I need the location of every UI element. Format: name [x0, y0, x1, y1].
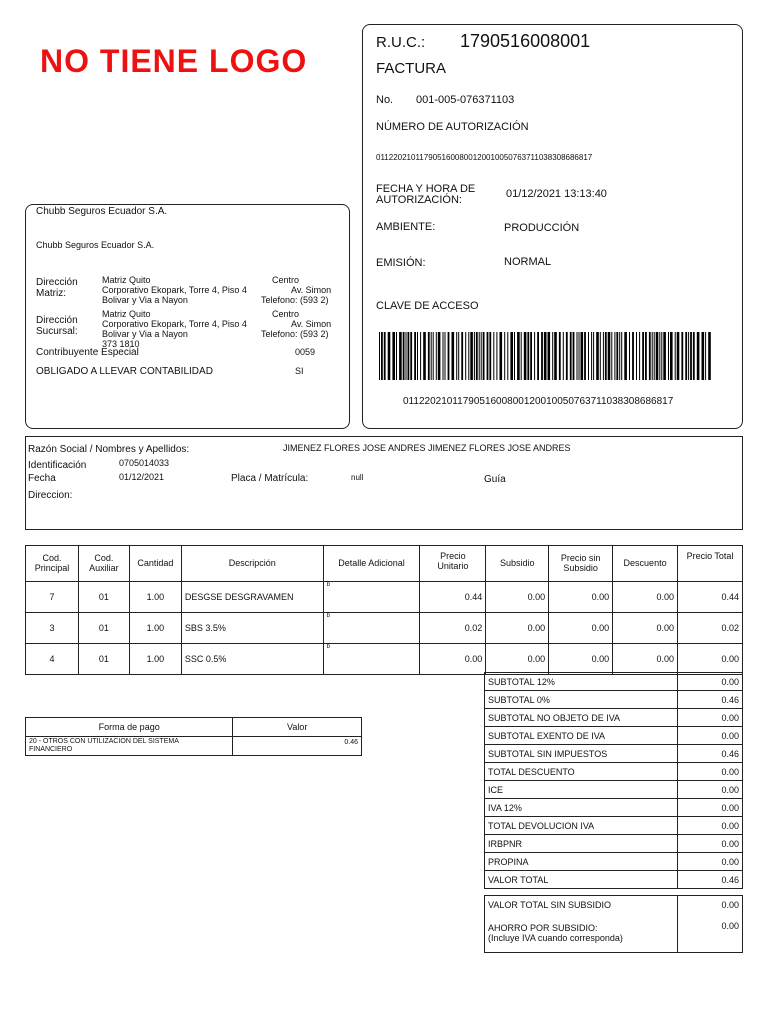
sucursal-line-3: Bolivar y Via a Nayon [102, 329, 188, 339]
ruc-number: 1790516008001 [460, 31, 591, 51]
subsidy-total-value: 0.00 [678, 896, 743, 914]
totals-value: 0.00 [678, 709, 743, 727]
fecha-value: 01/12/2021 [119, 472, 165, 482]
cell-detalle: b [323, 582, 420, 613]
barcode-bar [685, 332, 687, 380]
cell-precio-total: 0.00 [678, 644, 743, 675]
logo-placeholder-text: NO TIENE LOGO [40, 43, 308, 79]
barcode-bar [534, 332, 535, 380]
auth-date-label: FECHA Y HORA DE [376, 183, 476, 195]
barcode-bar [504, 332, 505, 380]
subsidy-ahorro-value: 0.00 [678, 914, 743, 953]
payment-valor: 0.46 [233, 737, 362, 756]
barcode-bar [524, 332, 527, 380]
cell-precio-unitario: 0.02 [420, 613, 486, 644]
auth-date: 01/12/2021 13:13:40 [506, 188, 607, 200]
table-row [26, 644, 743, 675]
sucursal-line-4: 373 1810 [102, 339, 140, 349]
barcode-bar [388, 332, 391, 380]
header-cantidad: Cantidad [129, 546, 181, 582]
subsidy-ahorro-cell [485, 914, 678, 953]
totals-label: IRBPNR [485, 835, 678, 853]
barcode-bar [654, 332, 655, 380]
totals-value: 0.46 [678, 745, 743, 763]
barcode-bar [702, 332, 705, 380]
subsidy-ahorro-row [485, 914, 743, 953]
barcode-bar [705, 332, 706, 380]
cell-detalle: b [323, 644, 420, 675]
header-descripcion: Descripción [181, 546, 323, 582]
barcode-bar [493, 332, 494, 380]
cell-descuento: 0.00 [613, 644, 678, 675]
barcode-bar [663, 332, 666, 380]
barcode-bar [396, 332, 397, 380]
barcode-bar [629, 332, 630, 380]
barcode-bar [474, 332, 475, 380]
payment-header-forma: Forma de pago [26, 718, 233, 737]
fecha-label: Fecha [28, 473, 56, 484]
barcode-bar [591, 332, 592, 380]
cell-cod: 3 [26, 613, 79, 644]
barcode-bar [496, 332, 497, 380]
totals-row [485, 745, 743, 763]
totals-label: TOTAL DESCUENTO [485, 763, 678, 781]
totals-row [485, 799, 743, 817]
totals-label: SUBTOTAL 0% [485, 691, 678, 709]
totals-label: SUBTOTAL NO OBJETO DE IVA [485, 709, 678, 727]
cell-aux: 01 [78, 582, 129, 613]
cell-precio-unitario: 0.00 [420, 644, 486, 675]
payment-forma-line-2: FINANCIERO [29, 746, 73, 754]
barcode-bar [487, 332, 489, 380]
barcode-bar [436, 332, 437, 380]
ruc-label: R.U.C.: [376, 34, 426, 51]
cell-cod: 7 [26, 582, 79, 613]
table-row [26, 582, 743, 613]
subsidy-total-row [485, 896, 743, 914]
barcode-bar [448, 332, 450, 380]
barcode-bar [675, 332, 676, 380]
barcode-bar [566, 332, 568, 380]
barcode-bar [690, 332, 692, 380]
barcode-bar [652, 332, 653, 380]
payment-header-valor: Valor [233, 718, 362, 737]
barcode-bar [603, 332, 604, 380]
cell-precio-unitario: 0.44 [420, 582, 486, 613]
barcode-bar [642, 332, 644, 380]
cell-precio-total: 0.02 [678, 613, 743, 644]
cell-subsidio: 0.00 [486, 613, 549, 644]
identificacion-label: Identificación [28, 460, 87, 471]
barcode-bar [611, 332, 612, 380]
barcode-bar [656, 332, 659, 380]
sucursal-line-3b: Telefono: (593 2) [261, 329, 329, 339]
barcode-bar [554, 332, 557, 380]
matriz-line-1: Matriz Quito [102, 275, 151, 285]
barcode-bar [384, 332, 386, 380]
payment-forma [26, 737, 233, 756]
barcode-bar [392, 332, 395, 380]
barcode-bar [443, 332, 444, 380]
barcode-bar [481, 332, 482, 380]
barcode-bar [708, 332, 711, 380]
cell-precio-sin-subsidio: 0.00 [549, 613, 613, 644]
cell-qty: 1.00 [129, 582, 181, 613]
cell-descuento: 0.00 [613, 613, 678, 644]
sucursal-label-2: Sucursal: [36, 326, 78, 337]
subsidy-ahorro-label: AHORRO POR SUBSIDIO: [488, 922, 598, 933]
barcode-bar [458, 332, 459, 380]
subsidy-ahorro-note: (Incluye IVA cuando corresponda) [488, 932, 623, 943]
sucursal-line-2: Corporativo Ekopark, Torre 4, Piso 4 [102, 319, 247, 329]
barcode-bar [461, 332, 463, 380]
barcode-bar [593, 332, 594, 380]
totals-label: ICE [485, 781, 678, 799]
placa-label: Placa / Matrícula: [231, 473, 309, 484]
cell-desc: SSC 0.5% [181, 644, 323, 675]
totals-row [485, 781, 743, 799]
barcode-bar [445, 332, 446, 380]
barcode-bar [410, 332, 412, 380]
barcode-bar [552, 332, 553, 380]
matriz-line-2b: Av. Simon [291, 285, 332, 295]
barcode-bar [614, 332, 615, 380]
barcode-bar [541, 332, 543, 380]
barcode-bar [639, 332, 640, 380]
barcode-bar [548, 332, 551, 380]
barcode-bar [693, 332, 695, 380]
barcode-bar [621, 332, 622, 380]
issuer-name-2: Chubb Seguros Ecuador S.A. [36, 240, 155, 250]
header-precio-total: Precio Total [678, 546, 743, 582]
cell-qty: 1.00 [129, 644, 181, 675]
totals-value: 0.00 [678, 799, 743, 817]
totals-label: TOTAL DEVOLUCION IVA [485, 817, 678, 835]
barcode-bar [559, 332, 561, 380]
totals-value: 0.00 [678, 781, 743, 799]
totals-row [485, 727, 743, 745]
matriz-line-1b: Centro [272, 275, 300, 285]
totals-label: SUBTOTAL SIN IMPUESTOS [485, 745, 678, 763]
razon-social-label: Razón Social / Nombres y Apellidos: [28, 444, 190, 455]
sucursal-line-1: Matriz Quito [102, 309, 151, 319]
emision-label: EMISIÓN: [376, 257, 426, 269]
barcode-bar [661, 332, 662, 380]
totals-row [485, 817, 743, 835]
payment-row [26, 737, 362, 756]
sucursal-line-2b: Av. Simon [291, 319, 332, 329]
sucursal-line-1b: Centro [272, 309, 300, 319]
auth-number-label: NÚMERO DE AUTORIZACIÓN [376, 121, 529, 133]
items-header-row [26, 546, 743, 582]
barcode-bar [521, 332, 522, 380]
barcode-bar [428, 332, 430, 380]
barcode-bar [399, 332, 402, 380]
barcode-bar [514, 332, 515, 380]
totals-row [485, 871, 743, 889]
barcode-bar [645, 332, 647, 380]
barcode-bar [581, 332, 584, 380]
barcode-bar [668, 332, 669, 380]
barcode-bar [579, 332, 580, 380]
barcode-bar [381, 332, 383, 380]
header-detalle-adicional: Detalle Adicional [323, 546, 420, 582]
totals-value: 0.00 [678, 853, 743, 871]
barcode-bar [681, 332, 683, 380]
clave-number: 0112202101179051600800120010050763711038308686817 [403, 396, 674, 407]
barcode-bar [431, 332, 432, 380]
barcode-bar [573, 332, 575, 380]
header-cod-auxiliar: Cod. Auxiliar [78, 546, 129, 582]
totals-label: IVA 12% [485, 799, 678, 817]
clave-label: CLAVE DE ACCESO [376, 300, 479, 312]
payment-header-row [26, 718, 362, 737]
barcode-bar [616, 332, 618, 380]
totals-label: VALOR TOTAL [485, 871, 678, 889]
cell-subsidio: 0.00 [486, 582, 549, 613]
barcode-bar [414, 332, 416, 380]
barcode-bar [584, 332, 586, 380]
barcode-bar [649, 332, 651, 380]
totals-row [485, 709, 743, 727]
razon-social-value: JIMENEZ FLORES JOSE ANDRES JIMENEZ FLORES JOSE ANDRES [283, 443, 571, 453]
header-precio-sin-subsidio: Precio sin Subsidio [549, 546, 613, 582]
barcode-bar [530, 332, 532, 380]
totals-row [485, 673, 743, 691]
ambiente-value: PRODUCCIÓN [504, 222, 580, 234]
barcode-bar [510, 332, 513, 380]
cell-aux: 01 [78, 613, 129, 644]
invoice-no-label: No. [376, 94, 394, 106]
barcode-bar [420, 332, 421, 380]
matriz-line-2: Corporativo Ekopark, Torre 4, Piso 4 [102, 285, 247, 295]
subsidy-total-label: VALOR TOTAL SIN SUBSIDIO [485, 896, 678, 914]
barcode-bar [465, 332, 466, 380]
cell-precio-total: 0.44 [678, 582, 743, 613]
barcode-bar [489, 332, 491, 380]
barcode-bar [537, 332, 539, 380]
items-table [25, 545, 743, 675]
header-cod-principal: Cod. Principal [26, 546, 79, 582]
barcode-bar [659, 332, 660, 380]
barcode-bar [544, 332, 547, 380]
barcode-bar [408, 332, 410, 380]
cell-desc: DESGSE DESGRAVAMEN [181, 582, 323, 613]
totals-value: 0.00 [678, 817, 743, 835]
cell-precio-sin-subsidio: 0.00 [549, 582, 613, 613]
cell-descuento: 0.00 [613, 582, 678, 613]
barcode-bar [452, 332, 455, 380]
cell-desc: SBS 3.5% [181, 613, 323, 644]
totals-value: 0.00 [678, 727, 743, 745]
totals-label: SUBTOTAL 12% [485, 673, 678, 691]
auth-date-label-2: AUTORIZACIÓN: [376, 194, 462, 206]
guia-label: Guía [484, 474, 506, 485]
barcode-bar [500, 332, 503, 380]
cell-subsidio: 0.00 [486, 644, 549, 675]
barcode-bar [632, 332, 634, 380]
barcode-bar [423, 332, 426, 380]
document-type: FACTURA [376, 60, 447, 77]
header-precio-unitario: Precio Unitario [420, 546, 486, 582]
totals-value: 0.00 [678, 673, 743, 691]
header-descuento: Descuento [613, 546, 678, 582]
emision-value: NORMAL [504, 256, 552, 268]
payment-table [25, 717, 362, 756]
totals-table [484, 672, 743, 889]
totals-row [485, 691, 743, 709]
barcode-bar [417, 332, 418, 380]
payment-forma-line-1: 20 - OTROS CON UTILIZACION DEL SISTEMA [29, 738, 179, 745]
obligado-value: SI [295, 366, 304, 376]
totals-row [485, 853, 743, 871]
barcode-bar [403, 332, 405, 380]
barcode-bar [470, 332, 473, 380]
placa-value: null [351, 473, 364, 482]
barcode-bar [600, 332, 601, 380]
barcode-bar [670, 332, 673, 380]
barcode-bar [517, 332, 520, 380]
contribuyente-label: Contribuyente Especial [36, 347, 139, 358]
header-subsidio: Subsidio [486, 546, 549, 582]
totals-value: 0.46 [678, 691, 743, 709]
barcode-bar [563, 332, 564, 380]
totals-row [485, 835, 743, 853]
barcode-bar [697, 332, 700, 380]
table-row [26, 613, 743, 644]
matriz-label: Dirección [36, 277, 78, 288]
contribuyente-value: 0059 [295, 347, 316, 357]
barcode-bar [406, 332, 407, 380]
direccion-label: Direccion: [28, 490, 73, 501]
totals-row [485, 763, 743, 781]
barcode-bar [608, 332, 611, 380]
cell-detalle: b [323, 613, 420, 644]
totals-label: PROPINA [485, 853, 678, 871]
ambiente-label: AMBIENTE: [376, 221, 436, 233]
cell-aux: 01 [78, 644, 129, 675]
auth-number: 0112202101179051600800120010050763711038308686817 [376, 153, 593, 162]
totals-value: 0.00 [678, 763, 743, 781]
barcode-bar [479, 332, 480, 380]
barcode-bar [570, 332, 572, 380]
matriz-label-2: Matriz: [36, 288, 66, 299]
barcode-bar [636, 332, 637, 380]
cell-precio-sin-subsidio: 0.00 [549, 644, 613, 675]
barcode-bar [588, 332, 589, 380]
barcode-bar [624, 332, 627, 380]
totals-value: 0.00 [678, 835, 743, 853]
barcode-bar [527, 332, 529, 380]
subsidy-table [484, 895, 743, 953]
invoice-no: 001-005-076371103 [416, 94, 515, 106]
matriz-line-3b: Telefono: (593 2) [261, 295, 329, 305]
matriz-line-3: Bolivar y Via a Nayon [102, 295, 188, 305]
barcode-bar [456, 332, 457, 380]
barcode-bar [438, 332, 441, 380]
barcode-bar [433, 332, 434, 380]
barcode-bar [577, 332, 578, 380]
barcode-bar [619, 332, 620, 380]
issuer-name: Chubb Seguros Ecuador S.A. [36, 206, 168, 217]
barcode-bar [677, 332, 680, 380]
identificacion-value: 0705014033 [119, 458, 170, 468]
barcode-bar [468, 332, 469, 380]
obligado-label: OBLIGADO A LLEVAR CONTABILIDAD [36, 366, 213, 377]
barcode-bar [605, 332, 607, 380]
barcode-bar [476, 332, 478, 380]
barcode [379, 332, 712, 380]
cell-qty: 1.00 [129, 613, 181, 644]
barcode-bar [379, 332, 380, 380]
barcode-bar [596, 332, 599, 380]
cell-cod: 4 [26, 644, 79, 675]
sucursal-label: Dirección [36, 315, 78, 326]
barcode-bar [507, 332, 508, 380]
totals-label: SUBTOTAL EXENTO DE IVA [485, 727, 678, 745]
barcode-bar [688, 332, 689, 380]
barcode-bar [483, 332, 485, 380]
totals-value: 0.46 [678, 871, 743, 889]
